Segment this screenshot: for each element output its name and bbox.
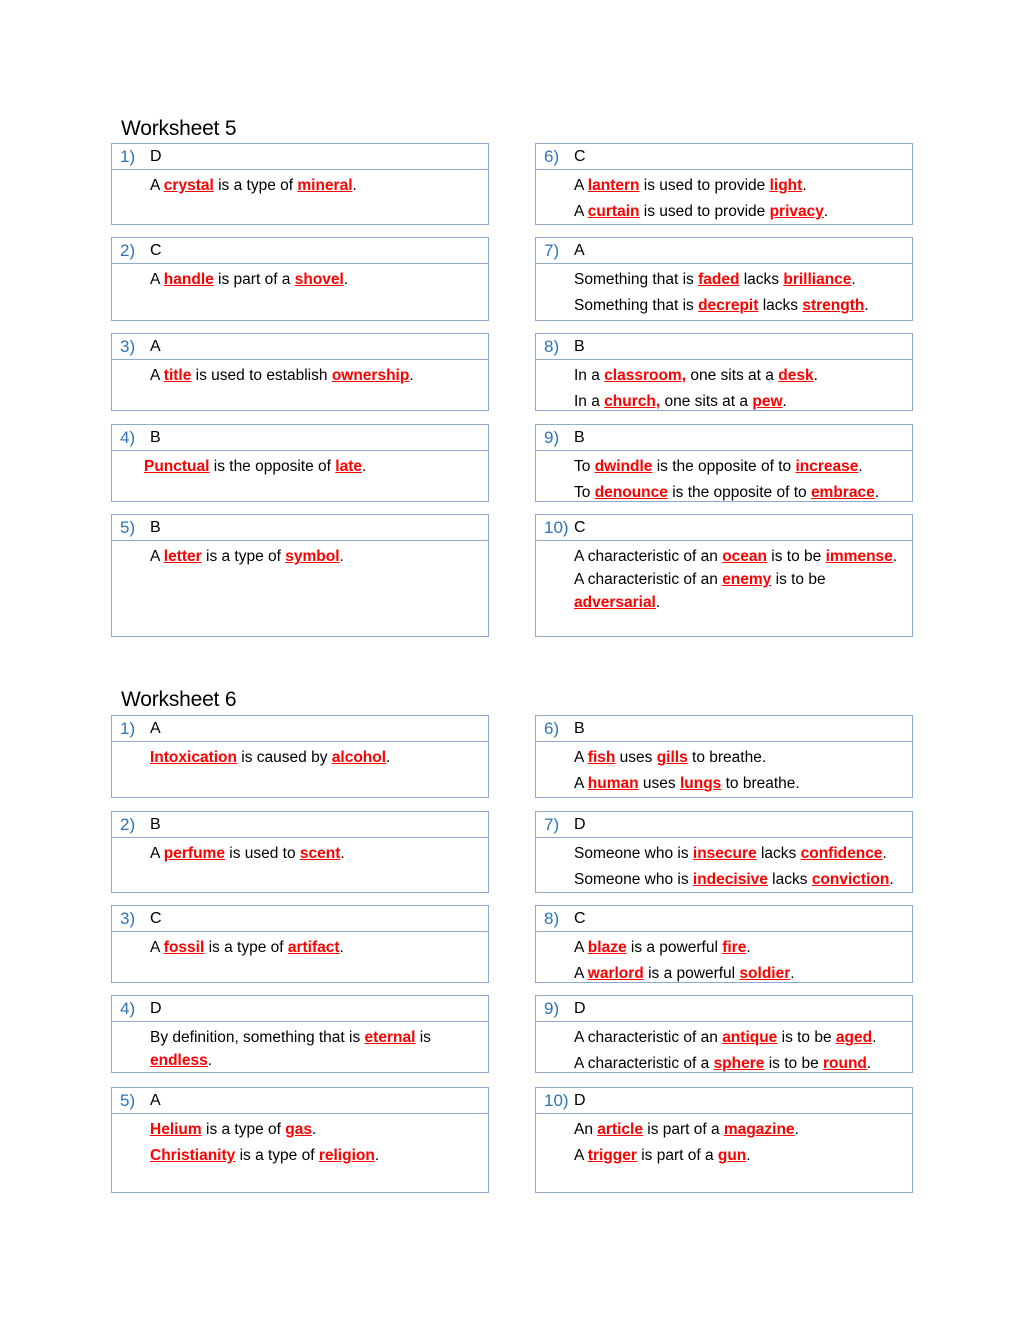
question-number: 9) bbox=[544, 428, 560, 447]
analogy-text bbox=[536, 264, 912, 317]
answer-word: sphere bbox=[713, 1055, 765, 1072]
answer-header bbox=[112, 716, 488, 742]
sentence-fragment: A bbox=[150, 367, 164, 384]
sentence-fragment: . bbox=[889, 871, 894, 888]
question-number: 6) bbox=[544, 719, 560, 738]
analogy-text bbox=[536, 451, 912, 504]
sentence-fragment: A bbox=[150, 845, 164, 862]
sentence-fragment: is used to establish bbox=[191, 367, 332, 384]
sentence-fragment: . bbox=[802, 177, 807, 194]
sentence-fragment: is used to bbox=[224, 845, 300, 862]
answer-box bbox=[111, 143, 489, 225]
answer-word: light bbox=[769, 177, 803, 194]
answer-letter: D bbox=[150, 148, 162, 165]
answer-box bbox=[535, 237, 913, 321]
answer-header bbox=[536, 425, 912, 451]
answer-box bbox=[111, 1087, 489, 1193]
sentence-fragment: . bbox=[866, 1055, 872, 1072]
answer-word: article bbox=[597, 1121, 643, 1138]
sentence-fragment: is to be bbox=[764, 1055, 823, 1072]
sentence-fragment: . bbox=[874, 484, 880, 501]
answer-word: late bbox=[335, 458, 362, 475]
sentence-fragment: is a type of bbox=[201, 1121, 286, 1138]
answer-box bbox=[111, 811, 489, 893]
analogy-sentence bbox=[574, 268, 904, 291]
question-number: 7) bbox=[544, 815, 560, 834]
answer-letter: C bbox=[574, 148, 586, 165]
sentence-fragment: . bbox=[746, 1147, 751, 1164]
sentence-fragment: . bbox=[851, 271, 856, 288]
sentence-fragment: A bbox=[150, 177, 164, 194]
answer-word: Punctual bbox=[144, 458, 210, 475]
analogy-sentence bbox=[574, 364, 904, 387]
answer-word: ownership bbox=[331, 367, 410, 384]
answer-word: warlord bbox=[587, 965, 644, 982]
answer-header bbox=[536, 716, 912, 742]
answer-word: decrepit bbox=[698, 297, 759, 314]
question-number: 2) bbox=[120, 241, 136, 260]
answer-letter: C bbox=[574, 519, 586, 536]
answer-letter: A bbox=[150, 338, 161, 355]
sentence-fragment: A bbox=[574, 939, 588, 956]
sentence-fragment: To bbox=[574, 458, 595, 475]
analogy-sentence bbox=[144, 455, 480, 478]
answer-word: church, bbox=[604, 393, 661, 410]
answer-letter: B bbox=[574, 338, 585, 355]
sentence-fragment: is the opposite of bbox=[209, 458, 336, 475]
analogy-sentence bbox=[574, 174, 904, 197]
answer-box bbox=[111, 333, 489, 411]
answer-box bbox=[535, 1087, 913, 1193]
analogy-sentence bbox=[574, 390, 904, 413]
sentence-fragment: is part of a bbox=[213, 271, 295, 288]
answer-word: gills bbox=[656, 749, 688, 766]
sentence-fragment: is used to provide bbox=[639, 177, 770, 194]
analogy-sentence bbox=[574, 1052, 904, 1075]
answer-word: mineral bbox=[297, 177, 353, 194]
answer-word: fire bbox=[722, 939, 747, 956]
sentence-fragment: . bbox=[339, 939, 344, 956]
answer-letter: A bbox=[150, 1092, 161, 1109]
answer-word: gun bbox=[717, 1147, 747, 1164]
sentence-fragment: . bbox=[813, 367, 818, 384]
answer-word: faded bbox=[698, 271, 740, 288]
answer-word: enemy bbox=[722, 571, 772, 588]
analogy-sentence bbox=[150, 746, 480, 769]
answer-header bbox=[112, 996, 488, 1022]
question-number: 3) bbox=[120, 909, 136, 928]
analogy-sentence bbox=[150, 1026, 480, 1072]
sentence-fragment: By definition, something that is bbox=[150, 1029, 365, 1046]
sentence-fragment: lacks bbox=[756, 845, 801, 862]
sentence-fragment: A bbox=[574, 775, 588, 792]
sentence-fragment: Someone who is bbox=[574, 845, 693, 862]
sentence-fragment: . bbox=[864, 297, 869, 314]
analogy-text bbox=[536, 170, 912, 223]
sentence-fragment: . bbox=[361, 458, 367, 475]
answer-header bbox=[536, 238, 912, 264]
sentence-fragment: . bbox=[311, 1121, 317, 1138]
sentence-fragment: A bbox=[574, 965, 588, 982]
answer-box bbox=[111, 715, 489, 798]
analogy-sentence bbox=[150, 174, 480, 197]
answer-word: magazine bbox=[723, 1121, 795, 1138]
analogy-sentence bbox=[574, 842, 904, 865]
analogy-text bbox=[112, 1114, 488, 1167]
answer-header bbox=[536, 144, 912, 170]
answer-word: title bbox=[163, 367, 192, 384]
sentence-fragment: . bbox=[794, 1121, 799, 1138]
answer-word: shovel bbox=[294, 271, 344, 288]
answer-word: soldier bbox=[739, 965, 791, 982]
sentence-fragment: A characteristic of a bbox=[574, 1055, 714, 1072]
question-number: 6) bbox=[544, 147, 560, 166]
answer-box bbox=[535, 514, 913, 637]
analogy-text bbox=[112, 451, 488, 478]
answer-word: dwindle bbox=[594, 458, 653, 475]
sentence-fragment: A bbox=[574, 177, 588, 194]
answer-word: classroom, bbox=[604, 367, 687, 384]
answer-word: adversarial bbox=[574, 594, 656, 611]
answer-word: human bbox=[587, 775, 639, 792]
answer-word: endless bbox=[150, 1052, 208, 1069]
question-number: 9) bbox=[544, 999, 560, 1018]
answer-word: gas bbox=[285, 1121, 312, 1138]
sentence-fragment: A characteristic of an bbox=[574, 548, 723, 565]
sentence-fragment: is a type of bbox=[213, 177, 298, 194]
sentence-fragment: A characteristic of an bbox=[574, 1029, 723, 1046]
analogy-text bbox=[112, 360, 488, 387]
analogy-text bbox=[536, 742, 912, 795]
sentence-fragment: . bbox=[782, 393, 787, 410]
question-number: 8) bbox=[544, 909, 560, 928]
answer-word: lantern bbox=[587, 177, 640, 194]
answer-header bbox=[536, 996, 912, 1022]
question-number: 4) bbox=[120, 999, 136, 1018]
analogy-sentence bbox=[574, 568, 904, 614]
answer-word: indecisive bbox=[692, 871, 768, 888]
answer-box bbox=[535, 333, 913, 411]
question-number: 5) bbox=[120, 518, 136, 537]
answer-word: trigger bbox=[587, 1147, 637, 1164]
sentence-fragment: is the opposite of to bbox=[667, 484, 811, 501]
answer-letter: B bbox=[150, 429, 161, 446]
question-number: 4) bbox=[120, 428, 136, 447]
analogy-sentence bbox=[574, 772, 904, 795]
answer-box bbox=[111, 424, 489, 502]
answer-word: lungs bbox=[679, 775, 722, 792]
sentence-fragment: is part of a bbox=[642, 1121, 724, 1138]
sentence-fragment: . bbox=[409, 367, 414, 384]
answer-word: handle bbox=[163, 271, 214, 288]
sentence-fragment: A bbox=[150, 939, 164, 956]
answer-letter: B bbox=[574, 720, 585, 737]
answer-header bbox=[112, 812, 488, 838]
sentence-fragment: uses bbox=[615, 749, 657, 766]
answer-word: pew bbox=[752, 393, 783, 410]
sentence-fragment: is a powerful bbox=[626, 939, 723, 956]
question-number: 2) bbox=[120, 815, 136, 834]
analogy-text bbox=[112, 170, 488, 197]
sentence-fragment: is caused by bbox=[236, 749, 332, 766]
answer-box bbox=[535, 143, 913, 225]
answer-word: antique bbox=[722, 1029, 778, 1046]
analogy-text bbox=[536, 838, 912, 891]
answer-header bbox=[112, 515, 488, 541]
analogy-text bbox=[112, 264, 488, 291]
answer-word: ocean bbox=[722, 548, 767, 565]
answer-word: curtain bbox=[587, 203, 640, 220]
answer-header bbox=[536, 906, 912, 932]
answer-word: eternal bbox=[364, 1029, 416, 1046]
analogy-sentence bbox=[150, 364, 480, 387]
answer-word: Intoxication bbox=[150, 749, 237, 766]
answer-letter: C bbox=[150, 242, 162, 259]
answer-letter: A bbox=[574, 242, 585, 259]
sentence-fragment: is to be bbox=[767, 548, 826, 565]
answer-word: crystal bbox=[163, 177, 214, 194]
sentence-fragment: A bbox=[574, 1147, 588, 1164]
question-number: 8) bbox=[544, 337, 560, 356]
answer-header bbox=[112, 334, 488, 360]
sentence-fragment: is a type of bbox=[235, 1147, 319, 1164]
answer-header bbox=[112, 1088, 488, 1114]
answer-word: religion bbox=[318, 1147, 375, 1164]
sentence-fragment: is a powerful bbox=[643, 965, 740, 982]
sentence-fragment: is a type of bbox=[204, 939, 288, 956]
analogy-sentence bbox=[574, 455, 904, 478]
analogy-sentence bbox=[574, 200, 904, 223]
answer-box bbox=[111, 905, 489, 983]
answer-box bbox=[535, 811, 913, 893]
answer-letter: D bbox=[574, 1000, 586, 1017]
answer-letter: C bbox=[574, 910, 586, 927]
analogy-text bbox=[536, 541, 912, 614]
sentence-fragment: . bbox=[339, 548, 344, 565]
answer-word: Helium bbox=[150, 1121, 202, 1138]
sentence-fragment: . bbox=[386, 749, 391, 766]
sentence-fragment: one sits at a bbox=[660, 393, 753, 410]
answer-header bbox=[536, 1088, 912, 1114]
sentence-fragment: Someone who is bbox=[574, 871, 693, 888]
answer-word: round bbox=[823, 1055, 867, 1072]
analogy-sentence bbox=[574, 936, 904, 959]
worksheet-title: Worksheet 6 bbox=[121, 688, 237, 711]
question-number: 10) bbox=[544, 1091, 569, 1110]
answer-word: strength bbox=[802, 297, 865, 314]
sentence-fragment: is a type of bbox=[201, 548, 286, 565]
answer-word: brilliance bbox=[783, 271, 852, 288]
answer-header bbox=[112, 425, 488, 451]
answer-word: blaze bbox=[587, 939, 627, 956]
sentence-fragment: . bbox=[343, 271, 349, 288]
answer-box bbox=[111, 237, 489, 321]
sentence-fragment: lacks bbox=[739, 271, 784, 288]
answer-letter: B bbox=[574, 429, 585, 446]
answer-letter: A bbox=[150, 720, 161, 737]
analogy-sentence bbox=[150, 1144, 480, 1167]
sentence-fragment: Something that is bbox=[574, 271, 699, 288]
sentence-fragment: . bbox=[207, 1052, 213, 1069]
question-number: 1) bbox=[120, 719, 136, 738]
answer-word: embrace bbox=[810, 484, 875, 501]
answer-letter: B bbox=[150, 519, 161, 536]
answer-word: denounce bbox=[594, 484, 668, 501]
sentence-fragment: is to be bbox=[777, 1029, 836, 1046]
analogy-sentence bbox=[150, 936, 480, 959]
sentence-fragment: A bbox=[574, 749, 588, 766]
sentence-fragment: . bbox=[746, 939, 751, 956]
sentence-fragment: An bbox=[574, 1121, 598, 1138]
question-number: 10) bbox=[544, 518, 569, 537]
sentence-fragment: A bbox=[150, 271, 164, 288]
sentence-fragment: To bbox=[574, 484, 595, 501]
answer-word: privacy bbox=[769, 203, 824, 220]
answer-header bbox=[536, 515, 912, 541]
answer-word: insecure bbox=[692, 845, 757, 862]
answer-box bbox=[111, 514, 489, 637]
answer-header bbox=[112, 238, 488, 264]
sentence-fragment: . bbox=[374, 1147, 380, 1164]
answer-box bbox=[535, 905, 913, 983]
analogy-text bbox=[536, 360, 912, 413]
sentence-fragment: to breathe. bbox=[721, 775, 800, 792]
sentence-fragment: . bbox=[882, 845, 887, 862]
analogy-text bbox=[536, 1022, 912, 1075]
answer-header bbox=[112, 144, 488, 170]
answer-word: desk bbox=[778, 367, 814, 384]
analogy-text bbox=[112, 932, 488, 959]
analogy-sentence bbox=[150, 545, 480, 568]
sentence-fragment: . bbox=[655, 594, 661, 611]
analogy-text bbox=[536, 932, 912, 985]
sentence-fragment: uses bbox=[638, 775, 680, 792]
sentence-fragment: . bbox=[340, 845, 345, 862]
sentence-fragment: . bbox=[823, 203, 829, 220]
sentence-fragment: one sits at a bbox=[686, 367, 779, 384]
analogy-text bbox=[112, 541, 488, 568]
analogy-sentence bbox=[574, 1118, 904, 1141]
answer-word: fossil bbox=[163, 939, 205, 956]
sentence-fragment: . bbox=[872, 1029, 877, 1046]
answer-box bbox=[535, 424, 913, 502]
analogy-text bbox=[112, 1022, 488, 1072]
analogy-sentence bbox=[574, 962, 904, 985]
question-number: 3) bbox=[120, 337, 136, 356]
analogy-sentence bbox=[574, 294, 904, 317]
analogy-sentence bbox=[150, 842, 480, 865]
analogy-text bbox=[536, 1114, 912, 1167]
sentence-fragment: . bbox=[352, 177, 357, 194]
answer-word: conviction bbox=[811, 871, 890, 888]
sentence-fragment: . bbox=[790, 965, 795, 982]
answer-word: Christianity bbox=[150, 1147, 236, 1164]
sentence-fragment: . bbox=[892, 548, 898, 565]
answer-word: increase bbox=[795, 458, 859, 475]
answer-word: alcohol bbox=[331, 749, 387, 766]
answer-header bbox=[536, 812, 912, 838]
analogy-sentence bbox=[150, 1118, 480, 1141]
sentence-fragment: A bbox=[150, 548, 164, 565]
question-number: 5) bbox=[120, 1091, 136, 1110]
answer-letter: D bbox=[150, 1000, 162, 1017]
question-number: 1) bbox=[120, 147, 136, 166]
answer-word: aged bbox=[835, 1029, 873, 1046]
answer-box bbox=[535, 995, 913, 1073]
answer-letter: B bbox=[150, 816, 161, 833]
answer-word: symbol bbox=[285, 548, 340, 565]
worksheet-title: Worksheet 5 bbox=[121, 117, 237, 140]
answer-word: letter bbox=[163, 548, 202, 565]
sentence-fragment: Something that is bbox=[574, 297, 699, 314]
analogy-text bbox=[112, 742, 488, 769]
sentence-fragment: is used to provide bbox=[639, 203, 770, 220]
answer-letter: D bbox=[574, 816, 586, 833]
analogy-sentence bbox=[574, 1144, 904, 1167]
sentence-fragment: . bbox=[858, 458, 863, 475]
answer-word: scent bbox=[299, 845, 341, 862]
answer-letter: C bbox=[150, 910, 162, 927]
sentence-fragment: to breathe. bbox=[687, 749, 767, 766]
sentence-fragment: is part of a bbox=[636, 1147, 718, 1164]
answer-header bbox=[112, 906, 488, 932]
analogy-sentence bbox=[574, 545, 904, 568]
sentence-fragment: A characteristic of an bbox=[574, 571, 723, 588]
answer-box bbox=[111, 995, 489, 1073]
sentence-fragment: is to be bbox=[771, 571, 826, 588]
sentence-fragment: In a bbox=[574, 393, 605, 410]
question-number: 7) bbox=[544, 241, 560, 260]
sentence-fragment: lacks bbox=[767, 871, 812, 888]
answer-word: immense bbox=[825, 548, 893, 565]
analogy-sentence bbox=[574, 868, 904, 891]
answer-word: fish bbox=[587, 749, 616, 766]
analogy-sentence bbox=[574, 481, 904, 504]
answer-word: perfume bbox=[163, 845, 225, 862]
sentence-fragment: is the opposite of to bbox=[652, 458, 796, 475]
sentence-fragment: In a bbox=[574, 367, 605, 384]
answer-box bbox=[535, 715, 913, 798]
sentence-fragment: is bbox=[415, 1029, 431, 1046]
answer-letter: D bbox=[574, 1092, 586, 1109]
answer-word: confidence bbox=[800, 845, 883, 862]
analogy-sentence bbox=[574, 1026, 904, 1049]
analogy-sentence bbox=[150, 268, 480, 291]
answer-word: artifact bbox=[287, 939, 340, 956]
sentence-fragment: lacks bbox=[758, 297, 803, 314]
analogy-sentence bbox=[574, 746, 904, 769]
sentence-fragment: A bbox=[574, 203, 588, 220]
analogy-text bbox=[112, 838, 488, 865]
answer-header bbox=[536, 334, 912, 360]
